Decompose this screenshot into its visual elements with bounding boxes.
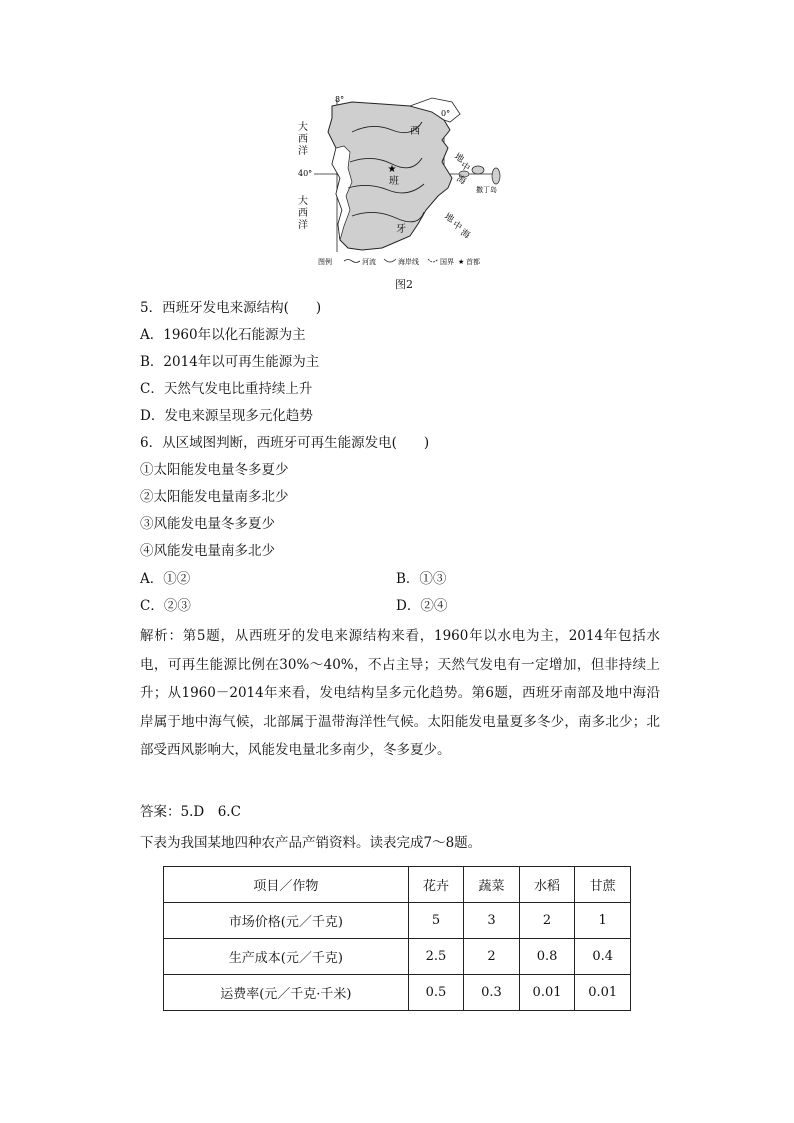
legend-border-icon: [428, 259, 438, 262]
table-header-row: [164, 867, 631, 903]
header-cell: 甘蔗: [575, 867, 631, 903]
ocean-bottom-char-2: 西: [298, 208, 308, 219]
table-cell: 运费率(元／千克·千米): [164, 975, 409, 1011]
ocean-bottom-char-1: 大: [298, 196, 308, 207]
table-row: [164, 975, 631, 1011]
q5-option-c: C．天然气发电比重持续上升: [140, 381, 313, 397]
table-cell: 2.5: [408, 939, 464, 975]
lon-8-label: 8°: [335, 95, 345, 104]
lat-40-label: 40°: [298, 169, 313, 178]
island-label: 撒丁岛: [476, 186, 497, 194]
header-cell: 蔬菜: [464, 867, 520, 903]
q6-option-a: A．①②: [140, 571, 191, 587]
q5-stem: 5．西班牙发电来源结构( ): [140, 300, 322, 316]
legend-coast: 海岸线: [398, 258, 419, 266]
analysis-text: [140, 622, 660, 765]
legend-capital: 首都: [466, 258, 480, 266]
sea-south-char-1: 地: [442, 211, 456, 226]
figure-caption: 图2: [395, 278, 413, 291]
ocean-top-char-1: 大: [298, 122, 308, 133]
ocean-top-char-3: 洋: [298, 146, 308, 157]
table-cell: 市场价格(元／千克): [164, 903, 409, 939]
q5-option-a: A．1960年以化石能源为主: [140, 327, 306, 343]
legend-capital-star-icon: ★: [458, 258, 465, 266]
table-cell: 生产成本(元／千克): [164, 939, 409, 975]
analysis-body: 解析：第5题，从西班牙的发电来源结构来看，1960年以水电为主，2014年包括水电，可再生能源比例在30%～40%，不占主导；天然气发电有一定增加，但非持续上升；从1960－2014年来看，发电结构呈多元化趋势。第6题，西班牙南部及地中海沿岸属于地中海气候，北部属于温带海洋性气候。太阳能发电量夏多冬少，南多北少；北部受西风影响大，风能发电量北多南少，冬多夏少。: [140, 628, 660, 759]
map-svg: [292, 92, 508, 292]
lon-0-label: 0°: [441, 109, 451, 118]
legend-border: 国界: [440, 258, 454, 266]
sea-south-char-2: 中: [450, 219, 464, 234]
ocean-bottom-char-3: 洋: [298, 220, 308, 231]
table-cell: 0.4: [575, 939, 631, 975]
sea-north-char-2: 中: [458, 160, 472, 175]
table-cell: 2: [464, 939, 520, 975]
q5-option-d: D．发电来源呈现多元化趋势: [140, 408, 313, 424]
legend-river: 河流: [362, 258, 376, 266]
q6-item-1: ①太阳能发电量冬多夏少: [140, 462, 289, 478]
country-char-3: 牙: [396, 224, 406, 235]
sardinia-island: [492, 168, 500, 184]
q6-stem: 6．从区域图判断，西班牙可再生能源发电( ): [140, 435, 430, 451]
ocean-top-char-2: 西: [298, 134, 308, 145]
table-row: [164, 903, 631, 939]
q5-option-b: B．2014年以可再生能源为主: [140, 354, 320, 370]
table-cell: 5: [408, 903, 464, 939]
legend-coast-icon: [384, 259, 396, 262]
header-cell: 水稻: [519, 867, 575, 903]
table-cell: 0.01: [519, 975, 575, 1011]
country-char-1: 西: [410, 126, 420, 137]
q6-item-4: ④风能发电量南多北少: [140, 543, 275, 559]
table-cell: 2: [519, 903, 575, 939]
balearic-island: [472, 166, 484, 174]
table-row: [164, 939, 631, 975]
country-char-2: 班: [389, 176, 399, 187]
sea-north-char-3: 海: [454, 173, 468, 188]
table-cell: 0.3: [464, 975, 520, 1011]
table-cell: 0.8: [519, 939, 575, 975]
table-intro: 下表为我国某地四种农产品产销资料。读表完成7～8题。: [140, 835, 482, 851]
q6-item-3: ③风能发电量冬多夏少: [140, 516, 275, 532]
table-cell: 3: [464, 903, 520, 939]
table-cell: 1: [575, 903, 631, 939]
q6-option-b: B．①③: [396, 571, 447, 587]
legend-title: 图例: [318, 258, 332, 266]
capital-star-icon: ★: [387, 164, 397, 175]
answer-line: 答案：5.D 6.C: [140, 804, 241, 820]
q6-option-c: C．②③: [140, 598, 191, 614]
legend-river-icon: [344, 260, 360, 263]
q6-option-d: D．②④: [396, 598, 448, 614]
table-cell: 0.5: [408, 975, 464, 1011]
spain-map: [292, 92, 508, 292]
q6-item-2: ②太阳能发电量南多北少: [140, 489, 289, 505]
sea-north-char-1: 地: [452, 151, 466, 166]
table-cell: 0.01: [575, 975, 631, 1011]
crop-data-table: [163, 866, 631, 1011]
sea-south-char-3: 海: [458, 227, 472, 242]
header-cell: 项目／作物: [164, 867, 409, 903]
header-cell: 花卉: [408, 867, 464, 903]
